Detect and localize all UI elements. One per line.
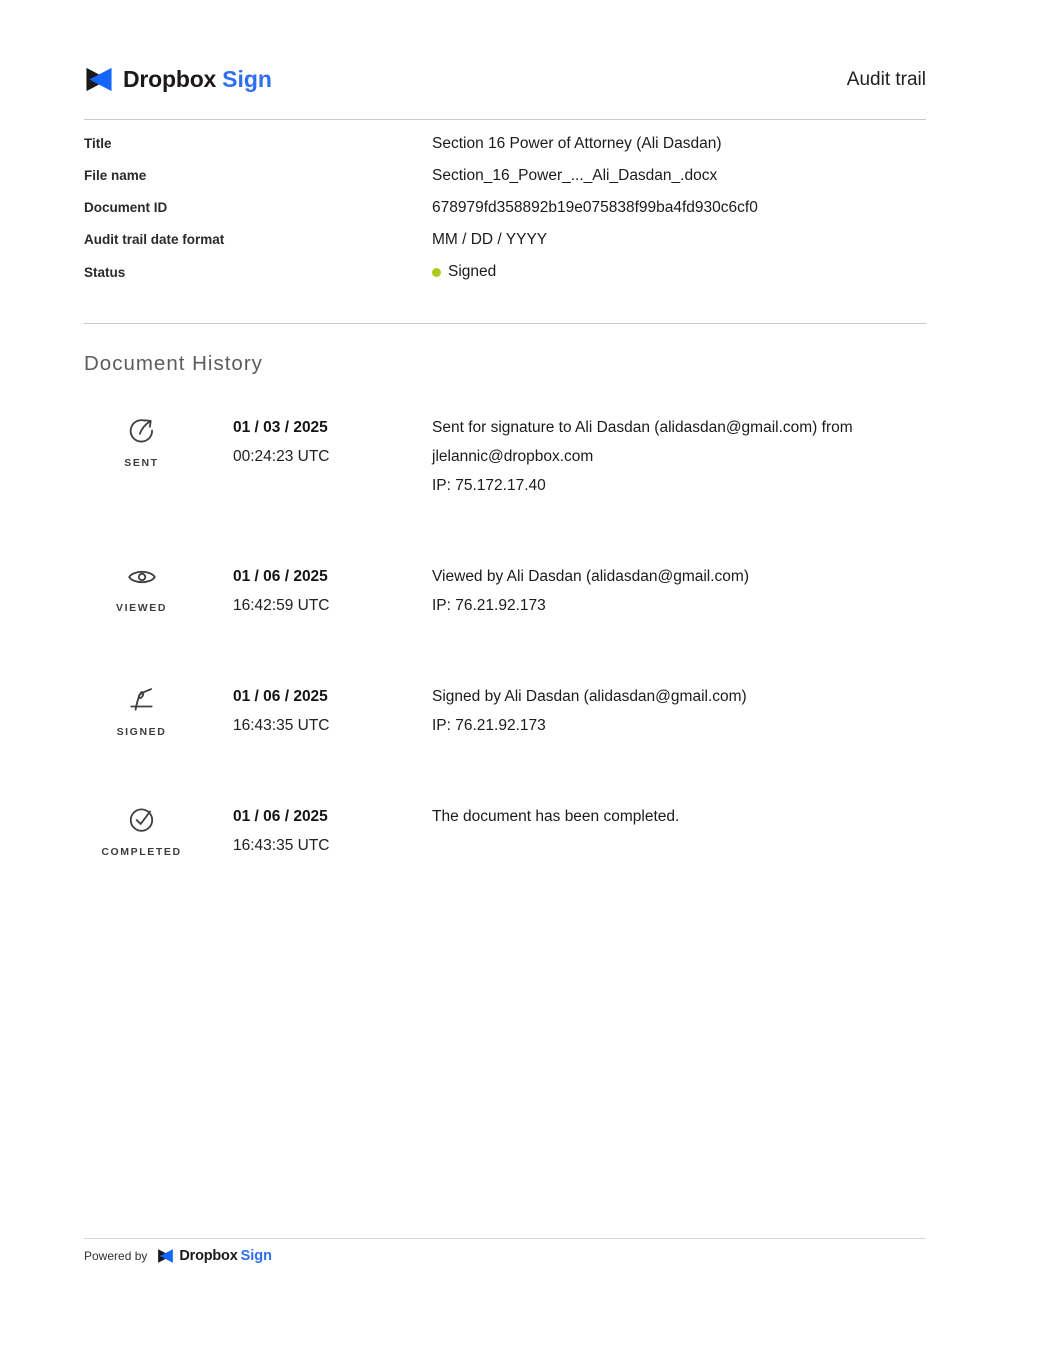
meta-row-filename	[84, 167, 926, 199]
document-history-heading: Document History	[84, 352, 263, 375]
event-ip-address: IP: 76.21.92.173	[432, 717, 546, 734]
event-ip-address: IP: 75.172.17.40	[432, 477, 546, 494]
status-value: Signed	[448, 263, 497, 280]
event-date: 01 / 03 / 2025	[233, 419, 328, 436]
status-signed-dot-icon	[432, 268, 441, 277]
status-badge	[432, 263, 496, 281]
event-description	[432, 682, 926, 740]
document-title-value: Section 16 Power of Attorney (Ali Dasdan)	[432, 135, 722, 152]
footer	[84, 1238, 926, 1264]
date-format-value: MM / DD / YYYY	[432, 231, 548, 248]
meta-row-title	[84, 135, 926, 167]
event-time: 16:43:35 UTC	[233, 837, 330, 854]
event-description-line: The document has been completed.	[432, 808, 680, 825]
signed-signature-icon	[125, 684, 159, 714]
event-date: 01 / 06 / 2025	[233, 568, 328, 585]
header	[84, 0, 926, 120]
meta-label: File name	[84, 168, 147, 183]
event-description-line: Viewed by Ali Dasdan (alidasdan@gmail.com)	[432, 568, 749, 585]
meta-row-document-id	[84, 199, 926, 231]
event-label: SIGNED	[116, 726, 167, 738]
event-label: COMPLETED	[101, 846, 182, 858]
event-description	[432, 562, 926, 620]
completed-check-icon	[127, 804, 157, 834]
footer-brand-sign-text: Sign	[240, 1248, 273, 1264]
dropbox-sign-logo-icon	[84, 66, 114, 93]
event-description	[432, 802, 926, 860]
event-label: SENT	[124, 457, 159, 469]
event-time: 16:42:59 UTC	[233, 597, 330, 614]
footer-brand-dropbox-text: Dropbox	[179, 1248, 238, 1264]
dropbox-sign-logo	[84, 66, 272, 93]
meta-row-date-format	[84, 231, 926, 263]
file-name-value: Section_16_Power_..._Ali_Dasdan_.docx	[432, 167, 718, 184]
event-description-line: Signed by Ali Dasdan (alidasdan@gmail.com)	[432, 688, 747, 705]
meta-label: Title	[84, 136, 112, 151]
event-date: 01 / 06 / 2025	[233, 688, 328, 705]
viewed-eye-icon	[126, 564, 158, 590]
meta-label: Status	[84, 264, 126, 280]
event-date: 01 / 06 / 2025	[233, 808, 328, 825]
history-event-completed	[84, 802, 926, 860]
meta-row-status	[84, 263, 926, 295]
history-event-sent	[84, 413, 926, 500]
footer-dropbox-sign-logo	[157, 1248, 272, 1264]
meta-label: Audit trail date format	[84, 232, 225, 247]
brand-sign-text: Sign	[222, 66, 272, 92]
event-ip-address: IP: 76.21.92.173	[432, 597, 546, 614]
history-event-signed	[84, 682, 926, 740]
event-time: 16:43:35 UTC	[233, 717, 330, 734]
document-id-value: 678979fd358892b19e075838f99ba4fd930c6cf0	[432, 199, 758, 216]
event-description-line: jlelannic@dropbox.com	[432, 448, 594, 465]
document-meta	[84, 120, 926, 324]
sent-icon	[127, 415, 157, 445]
event-description-line: Sent for signature to Ali Dasdan (alidasdan@gmail.com) from	[432, 419, 853, 436]
powered-by-label: Powered by	[84, 1249, 148, 1263]
event-time: 00:24:23 UTC	[233, 448, 330, 465]
history-event-viewed	[84, 562, 926, 620]
dropbox-sign-logo-icon	[157, 1248, 174, 1264]
event-description	[432, 413, 926, 500]
event-label: VIEWED	[115, 602, 168, 614]
meta-label: Document ID	[84, 200, 168, 215]
brand-dropbox-text: Dropbox	[123, 66, 217, 92]
page-title: Audit trail	[846, 68, 926, 90]
